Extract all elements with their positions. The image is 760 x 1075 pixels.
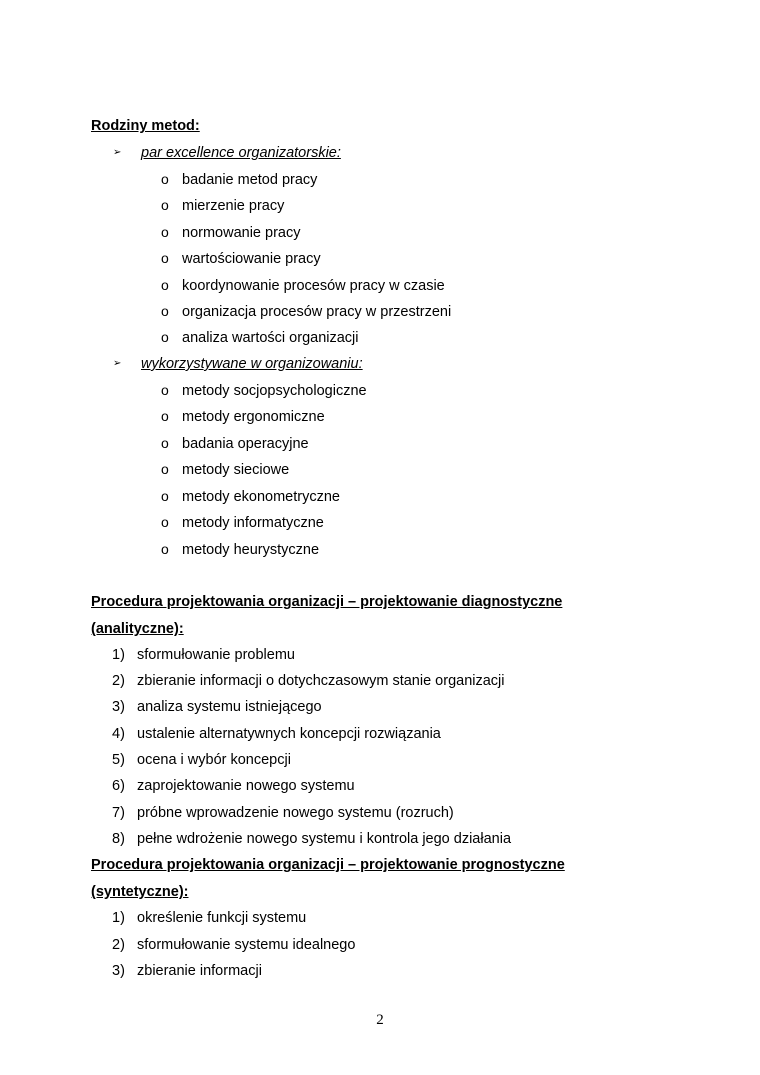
list-item xyxy=(161,249,321,268)
item-number: 7) xyxy=(112,805,125,821)
item-number: 2) xyxy=(112,673,125,689)
numbered-item xyxy=(112,646,295,664)
category-item xyxy=(113,144,341,162)
section-heading-diagnostic-line1: Procedura projektowania organizacji – projektowanie diagnostyczne xyxy=(91,594,563,610)
list-item-text: wartościowanie pracy xyxy=(182,251,321,267)
numbered-item xyxy=(112,751,291,769)
list-item xyxy=(161,513,324,532)
circle-bullet-icon: o xyxy=(161,303,169,319)
list-item-text: metody sieciowe xyxy=(182,462,290,478)
list-item xyxy=(161,381,367,400)
item-number: 2) xyxy=(112,937,125,953)
item-text: zbieranie informacji o dotychczasowym stanie organizacji xyxy=(137,673,505,689)
item-text: określenie funkcji systemu xyxy=(137,910,307,926)
list-item xyxy=(161,302,451,321)
item-number: 3) xyxy=(112,699,125,715)
item-number: 4) xyxy=(112,726,125,742)
circle-bullet-icon: o xyxy=(161,461,169,477)
arrow-bullet-icon: ➢ xyxy=(113,147,122,158)
list-item-text: badanie metod pracy xyxy=(182,172,318,188)
circle-bullet-icon: o xyxy=(161,408,169,424)
page-number: 2 xyxy=(376,1012,384,1028)
numbered-item xyxy=(112,672,505,690)
item-text: sformułowanie problemu xyxy=(137,647,295,663)
list-item xyxy=(161,434,309,453)
category-label: wykorzystywane w organizowaniu: xyxy=(141,356,363,372)
numbered-item xyxy=(112,777,355,795)
list-item-text: analiza wartości organizacji xyxy=(182,330,359,346)
section-heading-prognostic-line1: Procedura projektowania organizacji – projektowanie prognostyczne xyxy=(91,857,565,873)
section-heading-diagnostic-line2: (analityczne): xyxy=(91,621,184,637)
numbered-item xyxy=(112,804,454,822)
list-item xyxy=(161,276,445,295)
list-item xyxy=(161,540,319,559)
item-number: 1) xyxy=(112,647,125,663)
item-number: 5) xyxy=(112,752,125,768)
list-item-text: metody ergonomiczne xyxy=(182,409,325,425)
item-text: zbieranie informacji xyxy=(137,963,262,979)
item-text: sformułowanie systemu idealnego xyxy=(137,937,356,953)
item-number: 8) xyxy=(112,831,125,847)
list-item-text: normowanie pracy xyxy=(182,225,301,241)
list-item-text: metody socjopsychologiczne xyxy=(182,383,367,399)
circle-bullet-icon: o xyxy=(161,329,169,345)
circle-bullet-icon: o xyxy=(161,514,169,530)
category-label: par excellence organizatorskie: xyxy=(141,145,341,161)
item-number: 1) xyxy=(112,910,125,926)
circle-bullet-icon: o xyxy=(161,277,169,293)
list-item-text: mierzenie pracy xyxy=(182,198,285,214)
circle-bullet-icon: o xyxy=(161,488,169,504)
circle-bullet-icon: o xyxy=(161,197,169,213)
numbered-item xyxy=(112,936,355,954)
item-text: ocena i wybór koncepcji xyxy=(137,752,291,768)
list-item xyxy=(161,407,325,426)
circle-bullet-icon: o xyxy=(161,435,169,451)
list-item-text: metody ekonometryczne xyxy=(182,489,340,505)
list-item-text: organizacja procesów pracy w przestrzeni xyxy=(182,304,452,320)
numbered-item xyxy=(112,725,441,743)
numbered-item xyxy=(112,698,322,716)
circle-bullet-icon: o xyxy=(161,541,169,557)
item-text: analiza systemu istniejącego xyxy=(137,699,322,715)
section-heading-prognostic-line2: (syntetyczne): xyxy=(91,884,189,900)
list-item-text: metody heurystyczne xyxy=(182,542,320,558)
list-item-text: badania operacyjne xyxy=(182,436,309,452)
list-item xyxy=(161,460,289,479)
circle-bullet-icon: o xyxy=(161,171,169,187)
numbered-item xyxy=(112,962,262,980)
item-text: ustalenie alternatywnych koncepcji rozwiązania xyxy=(137,726,441,742)
circle-bullet-icon: o xyxy=(161,250,169,266)
list-item xyxy=(161,487,340,506)
list-item xyxy=(161,196,284,215)
list-item xyxy=(161,170,317,189)
item-text: próbne wprowadzenie nowego systemu (rozruch) xyxy=(137,805,454,821)
list-item xyxy=(161,223,300,242)
item-number: 3) xyxy=(112,963,125,979)
circle-bullet-icon: o xyxy=(161,224,169,240)
numbered-item xyxy=(112,909,306,927)
list-item xyxy=(161,328,359,347)
category-item xyxy=(113,355,363,373)
section-heading-method-families: Rodziny metod: xyxy=(91,118,200,134)
list-item-text: metody informatyczne xyxy=(182,515,324,531)
arrow-bullet-icon: ➢ xyxy=(113,358,122,369)
numbered-item xyxy=(112,830,511,848)
item-text: pełne wdrożenie nowego systemu i kontrola jego działania xyxy=(137,831,512,847)
list-item-text: koordynowanie procesów pracy w czasie xyxy=(182,278,445,294)
item-text: zaprojektowanie nowego systemu xyxy=(137,778,355,794)
item-number: 6) xyxy=(112,778,125,794)
circle-bullet-icon: o xyxy=(161,382,169,398)
